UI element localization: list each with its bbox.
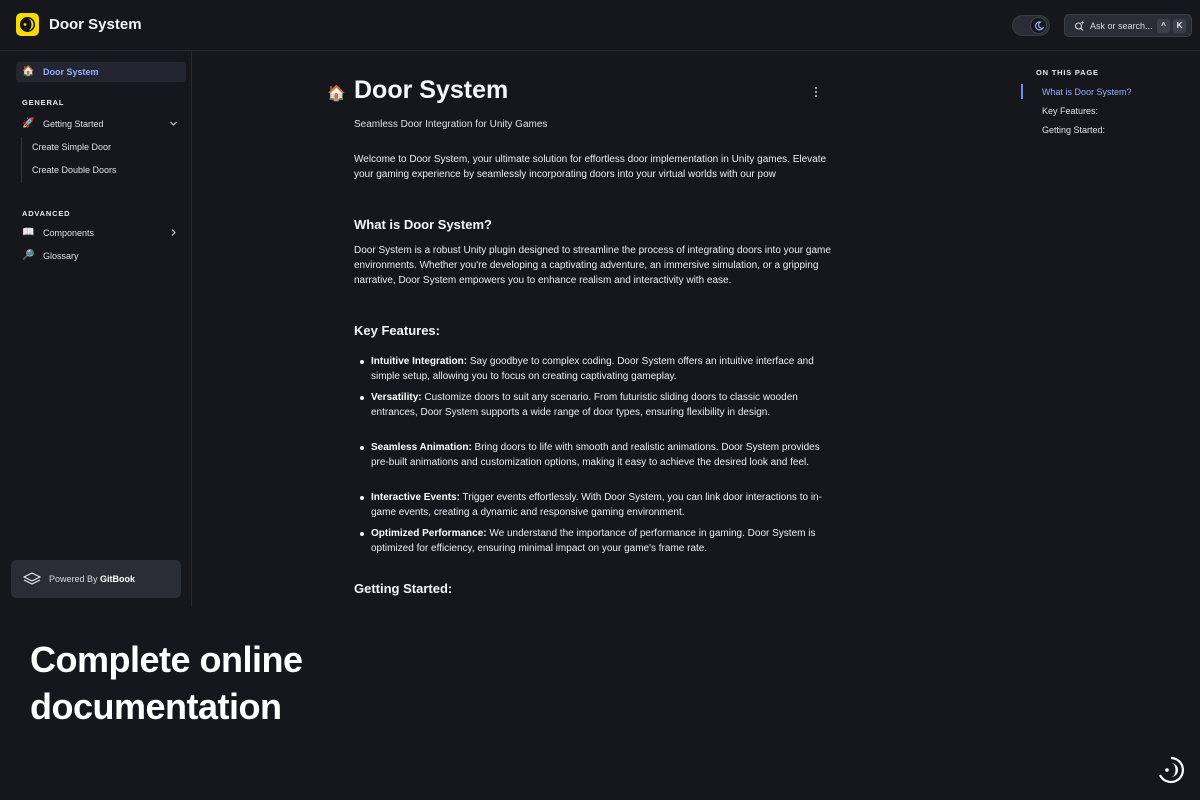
heading-getting-started: Getting Started: — [354, 581, 453, 596]
intro-paragraph: Welcome to Door System, your ultimate solution for effortless door implementation in Unity games. Elevate your gaming experience by seamlessly incorporating doors into your virtual worlds with our pow — [354, 154, 827, 181]
sidebar-item-create-double-doors[interactable]: Create Double Doors — [32, 165, 117, 175]
feature-name: Optimized Performance: — [371, 528, 487, 539]
list-item — [354, 490, 832, 520]
feature-name: Intuitive Integration: — [371, 356, 468, 367]
list-item — [354, 440, 832, 470]
feature-text: Trigger events effortlessly. With Door System, you can link door interactions to in-game events, creating a dynamic and responsive gaming environment. — [371, 492, 822, 519]
promo-line-1: Complete online — [30, 639, 303, 680]
feature-text: Say goodbye to complex coding. Door System offers an intuitive interface and simple setup, allowing you to focus on creating captivating gameplay. — [371, 356, 814, 383]
sidebar-item-glossary[interactable] — [16, 246, 186, 266]
promo-line-2: documentation — [30, 686, 282, 727]
shortcut-ctrl-key: ^ — [1157, 19, 1170, 33]
sidebar-item-components[interactable] — [16, 223, 186, 243]
sidebar-item-getting-started[interactable] — [16, 114, 186, 134]
top-bar — [0, 0, 1200, 51]
sidebar-item-create-simple-door[interactable]: Create Simple Door — [32, 142, 112, 152]
powered-by-gitbook-link[interactable] — [11, 560, 181, 598]
heading-key-features: Key Features: — [354, 323, 440, 338]
section-label-advanced: ADVANCED — [22, 209, 71, 218]
toc-item-key-features[interactable]: Key Features: — [1042, 106, 1099, 116]
sidebar-item-label: Glossary — [43, 251, 79, 261]
page-title: Door System — [354, 76, 509, 104]
section-label-general: GENERAL — [22, 98, 65, 107]
feature-text: Customize doors to suit any scenario. From futuristic sliding doors to classic wooden entrances, Door System supports a wide range of door types, ensuring flexibility in design. — [371, 392, 798, 419]
list-item — [354, 526, 832, 556]
heading-what-is: What is Door System? — [354, 217, 492, 232]
sidebar — [0, 51, 192, 607]
door-system-logo-icon[interactable] — [16, 13, 39, 36]
sidebar-item-label: Getting Started — [43, 119, 104, 129]
toc-label: ON THIS PAGE — [1036, 68, 1099, 77]
shortcut-k-key: K — [1173, 19, 1186, 33]
sidebar-item-label: Door System — [43, 67, 99, 77]
search-button[interactable] — [1064, 14, 1192, 37]
subnav-divider — [21, 137, 22, 183]
list-item — [354, 390, 832, 420]
search-sparkle-icon — [1074, 20, 1085, 31]
feature-text: Bring doors to life with smooth and realistic animations. Door System provides pre-built animations and customization options, making it easy to achieve the desired look and feel. — [371, 442, 820, 469]
toc-item-getting-started[interactable]: Getting Started: — [1042, 125, 1106, 135]
list-item — [354, 354, 832, 384]
house-icon: 🏠 — [327, 85, 346, 102]
powered-by-prefix: Powered By — [49, 574, 101, 584]
toc-active-indicator — [1021, 84, 1023, 99]
house-icon: 🏠 — [22, 66, 35, 77]
feature-text: We understand the importance of performance in gaming. Door System is optimized for efficiency, ensuring minimal impact on your game's frame rate. — [371, 528, 816, 555]
book-icon: 📖 — [22, 227, 35, 238]
rocket-icon: 🚀 — [22, 118, 35, 129]
theme-toggle[interactable] — [1012, 15, 1050, 36]
magnifier-icon: 🔎 — [22, 250, 35, 261]
feature-name: Versatility: — [371, 392, 422, 403]
promo-caption — [30, 636, 303, 730]
search-placeholder: Ask or search... — [1090, 21, 1153, 31]
feature-name: Interactive Events: — [371, 492, 460, 503]
gitbook-brand: GitBook — [100, 574, 136, 584]
chevron-right-icon[interactable] — [169, 228, 178, 237]
feature-name: Seamless Animation: — [371, 442, 472, 453]
gitbook-icon — [23, 571, 41, 587]
brand-mark-icon — [1156, 755, 1186, 785]
moon-icon — [1030, 17, 1047, 34]
sidebar-item-door-system[interactable] — [16, 62, 186, 82]
sidebar-item-label: Components — [43, 228, 95, 238]
more-options-icon[interactable] — [813, 86, 819, 98]
page-subtitle: Seamless Door Integration for Unity Games — [354, 119, 548, 130]
toc-item-what-is[interactable]: What is Door System? — [1042, 87, 1132, 97]
site-title[interactable]: Door System — [49, 16, 142, 33]
chevron-down-icon[interactable] — [169, 119, 178, 128]
powered-by-text — [49, 574, 135, 584]
what-is-paragraph: Door System is a robust Unity plugin designed to streamline the process of integrating doors into your game environments. Whether you're developing a captivating adventure, an immersive simulation, or a gripping narrative, Door System empowers you to enhance realism and interactivity with ease. — [354, 245, 831, 287]
